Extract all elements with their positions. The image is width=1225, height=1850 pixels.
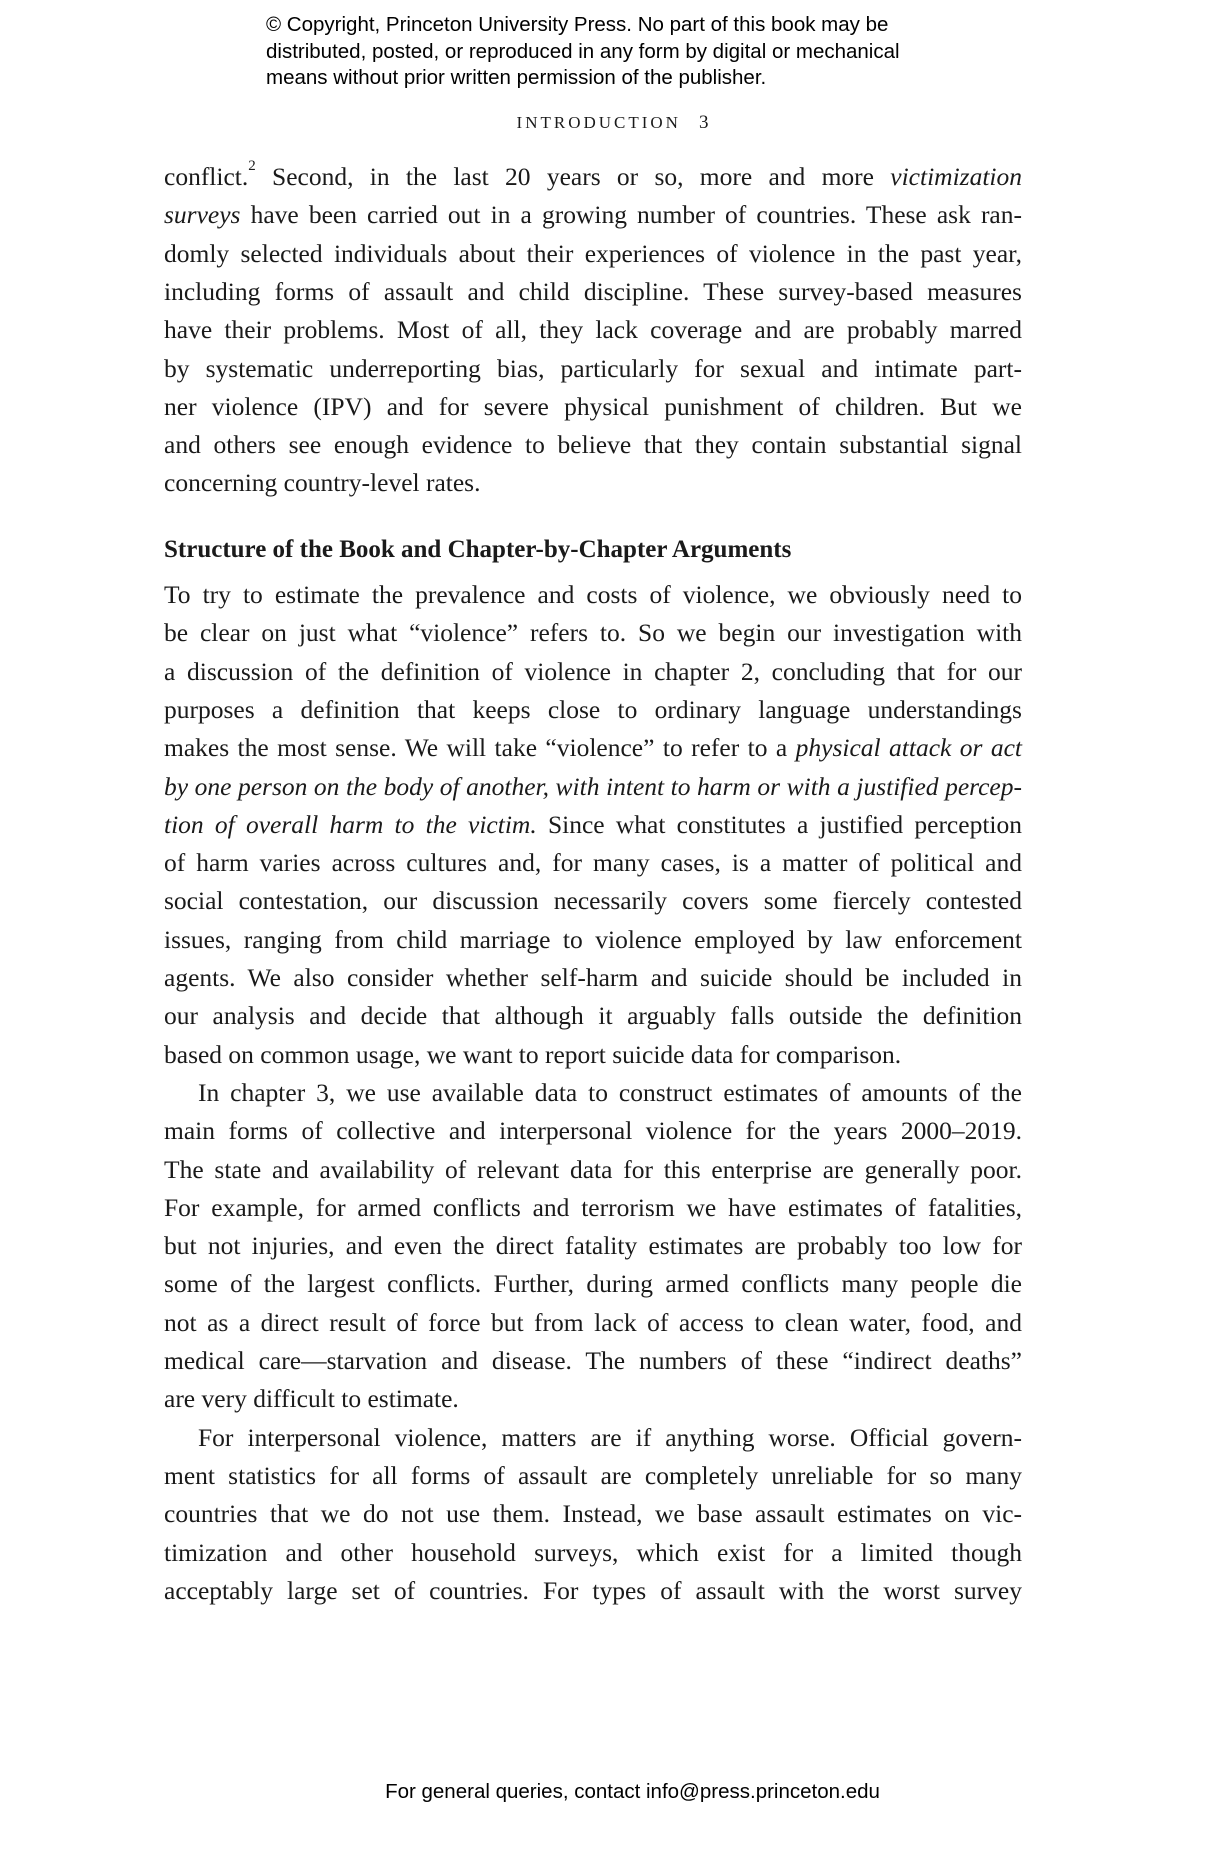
text-segment: social contestation, our discussion necessarily covers some fiercely contested [164, 886, 1022, 916]
text-line [164, 848, 1022, 886]
text-segment: main forms of collective and interpersonal violence for the years 2000–2019. [164, 1116, 1022, 1146]
text-segment: acceptably large set of countries. For types of assault with the worst survey [164, 1575, 1022, 1605]
text-segment: The state and availability of relevant data for this enterprise are generally poor. [164, 1154, 1022, 1184]
text-segment: by systematic underreporting bias, particularly for sexual and intimate part- [164, 353, 1022, 383]
text-segment: conflict. [164, 162, 249, 191]
text-line [164, 1001, 1022, 1039]
text-segment: have their problems. Most of all, they lack coverage and are probably marred [164, 315, 1022, 345]
text-line [164, 1231, 1022, 1269]
text-line [164, 200, 1022, 238]
text-segment: domly selected individuals about their experiences of violence in the past year, [164, 238, 1022, 268]
text-segment: of harm varies across cultures and, for many cases, is a matter of political and [164, 848, 1022, 878]
text-line [164, 733, 1022, 771]
copyright-notice [266, 12, 900, 92]
text-line [164, 315, 1022, 353]
text-segment: For example, for armed conflicts and terrorism we have estimates of fatalities, [164, 1192, 1022, 1222]
text-line [164, 1269, 1022, 1307]
text-line [164, 1078, 1022, 1116]
text-line [164, 354, 1022, 392]
text-line [164, 695, 1022, 733]
text-line [164, 1155, 1022, 1193]
text-line [164, 1461, 1022, 1499]
text-line [164, 772, 1022, 810]
text-line [164, 1040, 1022, 1078]
text-line [164, 1308, 1022, 1346]
text-line [164, 963, 1022, 1001]
text-segment: not as a direct result of force but from lack of access to clean water, food, and [164, 1307, 1022, 1337]
page-number: 3 [698, 112, 709, 133]
text-line [164, 1423, 1022, 1461]
text-segment: purposes a definition that keeps close to ordinary language understandings [164, 694, 1022, 724]
text-segment: have been carried out in a growing number of countries. These ask ran- [240, 200, 1022, 230]
text-segment: In chapter 3, we use available data to construct estimates of amounts of the [198, 1077, 1022, 1107]
text-line [164, 1346, 1022, 1384]
text-segment: including forms of assault and child discipline. These survey-based measures [164, 276, 1022, 306]
text-line [164, 239, 1022, 277]
running-head-title: INTRODUCTION [516, 113, 681, 132]
footer-contact: For general queries, contact info@press.princeton.edu [385, 1780, 880, 1803]
italic-text: surveys [164, 200, 241, 230]
text-line [164, 580, 1022, 618]
text-segment: be clear on just what “violence” refers to. So we begin our investigation with [164, 618, 1022, 648]
text-segment: Since what constitutes a justified perception [536, 809, 1022, 839]
copyright-line: © Copyright, Princeton University Press. No part of this book may be [266, 13, 889, 36]
text-line [164, 277, 1022, 315]
text-line [164, 1116, 1022, 1154]
text-segment: Second, in the last 20 years or so, more and more [255, 162, 891, 191]
footnote-marker: 2 [248, 158, 256, 174]
text-segment: medical care—starvation and disease. The numbers of these “indirect deaths” [164, 1346, 1022, 1375]
text-segment: our analysis and decide that although it arguably falls outside the definition [164, 1001, 1022, 1031]
text-segment: ner violence (IPV) and for severe physical punishment of children. But we [164, 391, 1022, 421]
text-line [164, 468, 1022, 506]
running-head [0, 112, 1225, 134]
text-line [164, 925, 1022, 963]
text-segment: concerning country-level rates. [164, 468, 481, 498]
italic-text: by one person on the body of another, with intent to harm or with a justified percep- [164, 771, 1022, 801]
text-segment: timization and other household surveys, which exist for a limited though [164, 1537, 1022, 1567]
text-line [164, 886, 1022, 924]
text-segment: For interpersonal violence, matters are if anything worse. Official govern- [198, 1422, 1022, 1452]
text-line [164, 810, 1022, 848]
text-segment: ment statistics for all forms of assault are completely unreliable for so many [164, 1460, 1022, 1490]
text-line [164, 1499, 1022, 1537]
italic-text: tion of overall harm to the victim. [164, 809, 537, 839]
text-line [164, 158, 1022, 200]
text-segment: but not injuries, and even the direct fatality estimates are probably too low for [164, 1231, 1022, 1261]
text-segment: agents. We also consider whether self-harm and suicide should be included in [164, 963, 1022, 992]
text-segment: countries that we do not use them. Instead, we base assault estimates on vic- [164, 1499, 1022, 1529]
text-segment: and others see enough evidence to believe that they contain substantial signal [164, 430, 1022, 460]
copyright-line: means without prior written permission of the publisher. [266, 66, 767, 89]
text-line [164, 1384, 1022, 1422]
text-line [164, 392, 1022, 430]
text-segment: based on common usage, we want to report suicide data for comparison. [164, 1039, 902, 1069]
text-line [164, 618, 1022, 656]
copyright-line: distributed, posted, or reproduced in any form by digital or mechanical [266, 39, 900, 63]
section-heading: Structure of the Book and Chapter-by-Chapter Arguments [164, 536, 792, 563]
italic-text: physical attack or act [795, 733, 1022, 763]
text-segment: are very difficult to estimate. [164, 1384, 459, 1414]
text-line [164, 1538, 1022, 1576]
text-line [164, 1193, 1022, 1231]
text-segment: a discussion of the definition of violence in chapter 2, concluding that for our [164, 656, 1022, 686]
text-line [164, 1576, 1022, 1614]
text-segment: some of the largest conflicts. Further, during armed conflicts many people die [164, 1269, 1022, 1299]
italic-text: victimization [890, 162, 1022, 191]
text-segment: issues, ranging from child marriage to violence employed by law enforcement [164, 924, 1022, 954]
text-segment: makes the most sense. We will take “violence” to refer to a [164, 733, 796, 763]
text-line [164, 430, 1022, 468]
text-line [164, 657, 1022, 695]
text-segment: To try to estimate the prevalence and costs of violence, we obviously need to [164, 580, 1022, 609]
